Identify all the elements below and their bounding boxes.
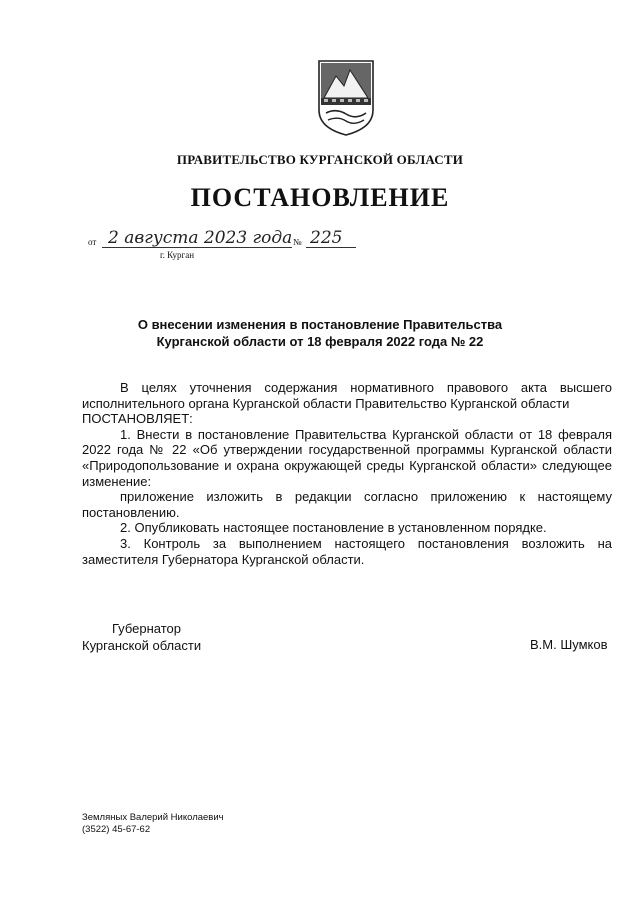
dateline [88,228,368,268]
signatory-title [82,620,201,654]
signatory-title-line-2: Курганской области [82,638,202,653]
paragraph-item-3: 3. Контроль за выполнением настоящего постановления возложить на заместителя Губернатора Курганской области. [82,535,612,567]
subject-line-1: О внесении изменения в постановление Правительства [137,317,503,332]
paragraph-item-1-detail: приложение изложить в редакции согласно приложению к настоящему постановлению. [82,489,612,520]
document-body [82,380,612,567]
paragraph-preamble: В целях уточнения содержания нормативного правового акта высшего исполнительного органа Курганской области Правительство Курганской области [82,380,612,411]
government-name: ПРАВИТЕЛЬСТВО КУРГАНСКОЙ ОБЛАСТИ [176,152,464,167]
signatory-title-line-1: Губернатор [112,621,181,636]
paragraph-item-1: 1. Внести в постановление Правительства Курганской области от 18 февраля 2022 года № 22 «Об утверждении государственной программы Курганской области «Природопользование и охрана окружающей среды Курганской области» следующее изменение: [82,426,612,489]
document-subject [0,316,640,350]
handwritten-date: 2 августа 2023 года [108,228,293,248]
handwritten-number: 225 [310,228,343,248]
number-label: № [293,237,302,247]
document-type: ПОСТАНОВЛЕНИЕ [190,183,450,212]
contact-phone: (3522) 45-67-62 [82,824,151,835]
from-label: от [88,237,97,247]
subject-line-2: Курганской области от 18 февраля 2022 года № 22 [156,334,484,349]
contact-name: Земляных Валерий Николаевич [82,812,224,823]
contact-info [82,812,224,836]
paragraph-item-2: 2. Опубликовать настоящее постановление в установленном порядке. [120,520,547,536]
city: г. Курган [160,250,195,260]
signatory-name: В.М. Шумков [530,637,608,652]
paragraph-resolves: ПОСТАНОВЛЯЕТ: [82,411,193,427]
kurgan-oblast-coat-of-arms-icon [316,58,376,138]
